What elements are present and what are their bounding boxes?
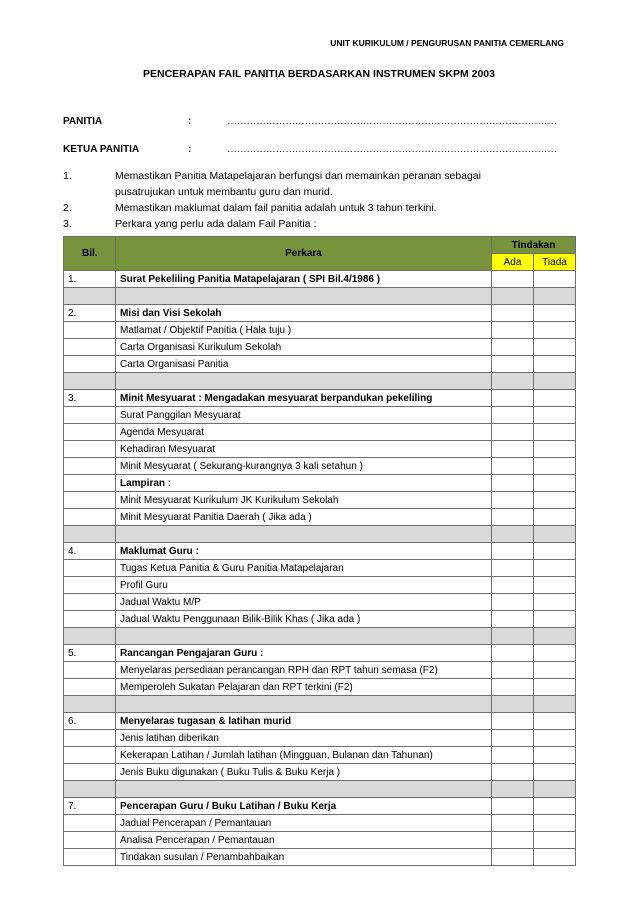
section-title-row (64, 798, 576, 815)
perkara-cell: Kehadiran Mesyuarat (116, 441, 492, 458)
perkara-cell: Surat Pekeliling Panitia Matapelajaran ( SPI Bil.4/1986 ) (116, 271, 492, 288)
table-header-row (64, 237, 576, 254)
section-subtitle-row (64, 475, 576, 492)
ada-checkbox-cell (492, 526, 534, 543)
ada-checkbox-cell[interactable] (492, 849, 534, 866)
section-spacer-row (64, 526, 576, 543)
ada-checkbox-cell[interactable] (492, 832, 534, 849)
note-number: 2. (63, 202, 72, 214)
tiada-checkbox-cell[interactable] (534, 747, 576, 764)
bil-cell (64, 288, 116, 305)
tiada-checkbox-cell[interactable] (534, 339, 576, 356)
ada-checkbox-cell[interactable] (492, 662, 534, 679)
bil-cell (64, 815, 116, 832)
tiada-checkbox-cell[interactable] (534, 577, 576, 594)
tiada-checkbox-cell[interactable] (534, 764, 576, 781)
tiada-checkbox-cell[interactable] (534, 356, 576, 373)
perkara-cell: Tugas Ketua Panitia & Guru Panitia Matapelajaran (116, 560, 492, 577)
tiada-checkbox-cell (534, 781, 576, 798)
ada-checkbox-cell[interactable] (492, 509, 534, 526)
perkara-cell: Lampiran : (116, 475, 492, 492)
perkara-cell: Menyelaras tugasan & latihan murid (116, 713, 492, 730)
perkara-cell (116, 696, 492, 713)
section-spacer-row (64, 288, 576, 305)
tiada-checkbox-cell[interactable] (534, 679, 576, 696)
ada-checkbox-cell[interactable] (492, 424, 534, 441)
tiada-checkbox-cell[interactable] (534, 815, 576, 832)
bil-cell (64, 849, 116, 866)
bil-cell (64, 492, 116, 509)
bil-cell (64, 356, 116, 373)
section-title-row (64, 645, 576, 662)
perkara-cell: Jenis latihan diberikan (116, 730, 492, 747)
table-row (64, 662, 576, 679)
table-row (64, 679, 576, 696)
section-spacer-row (64, 696, 576, 713)
bil-cell (64, 747, 116, 764)
tiada-checkbox-cell (534, 373, 576, 390)
section-spacer-row (64, 628, 576, 645)
table-row (64, 560, 576, 577)
ada-checkbox-cell[interactable] (492, 271, 534, 288)
ada-checkbox-cell[interactable] (492, 679, 534, 696)
table-row (64, 339, 576, 356)
perkara-cell (116, 373, 492, 390)
note-text-continued: pusatrujukan untuk membantu guru dan murid. (115, 186, 333, 198)
table-row (64, 424, 576, 441)
tiada-checkbox-cell[interactable] (534, 458, 576, 475)
table-row (64, 849, 576, 866)
bil-cell (64, 594, 116, 611)
ada-checkbox-cell[interactable] (492, 390, 534, 407)
bil-cell (64, 458, 116, 475)
perkara-cell (116, 781, 492, 798)
tiada-checkbox-cell (534, 526, 576, 543)
ada-checkbox-cell[interactable] (492, 764, 534, 781)
section-title-row (64, 390, 576, 407)
perkara-cell: Memperoleh Sukatan Pelajaran dan RPT terkini (F2) (116, 679, 492, 696)
perkara-cell: Jenis Buku digunakan ( Buku Tulis & Buku Kerja ) (116, 764, 492, 781)
note-text: Memastikan maklumat dalam fail panitia adalah untuk 3 tahun terkini. (115, 202, 437, 214)
ada-checkbox-cell[interactable] (492, 322, 534, 339)
bil-cell: 7. (64, 798, 116, 815)
note-item (63, 216, 563, 232)
table-row (64, 407, 576, 424)
tiada-checkbox-cell[interactable] (534, 832, 576, 849)
bil-cell (64, 373, 116, 390)
perkara-cell: Misi dan Visi Sekolah (116, 305, 492, 322)
table-row (64, 611, 576, 628)
table-row (64, 730, 576, 747)
perkara-cell: Rancangan Pengajaran Guru : (116, 645, 492, 662)
tiada-checkbox-cell[interactable] (534, 849, 576, 866)
ada-checkbox-cell[interactable] (492, 645, 534, 662)
column-header-bil: Bil. (64, 237, 116, 271)
tiada-checkbox-cell (534, 288, 576, 305)
ada-checkbox-cell[interactable] (492, 815, 534, 832)
ketua-panitia-label: KETUA PANITIA (63, 144, 140, 155)
table-row (64, 832, 576, 849)
table-row (64, 594, 576, 611)
perkara-cell: Maklumat Guru : (116, 543, 492, 560)
tiada-checkbox-cell[interactable] (534, 662, 576, 679)
bil-cell (64, 781, 116, 798)
bil-cell (64, 509, 116, 526)
table-row (64, 356, 576, 373)
section-spacer-row (64, 781, 576, 798)
bil-cell: 1. (64, 271, 116, 288)
perkara-cell (116, 526, 492, 543)
bil-cell: 6. (64, 713, 116, 730)
section-spacer-row (64, 373, 576, 390)
tiada-checkbox-cell[interactable] (534, 509, 576, 526)
tiada-checkbox-cell[interactable] (534, 441, 576, 458)
ada-checkbox-cell[interactable] (492, 441, 534, 458)
ada-checkbox-cell[interactable] (492, 543, 534, 560)
perkara-cell: Profil Guru (116, 577, 492, 594)
bil-cell: 3. (64, 390, 116, 407)
table-row (64, 458, 576, 475)
ada-checkbox-cell[interactable] (492, 611, 534, 628)
perkara-cell: Jadual Pencerapan / Pemantauan (116, 815, 492, 832)
tiada-checkbox-cell[interactable] (534, 543, 576, 560)
ada-checkbox-cell (492, 781, 534, 798)
perkara-cell: Minit Mesyuarat Panitia Daerah ( Jika ada ) (116, 509, 492, 526)
perkara-cell: Minit Mesyuarat ( Sekurang-kurangnya 3 kali setahun ) (116, 458, 492, 475)
panitia-colon: : (188, 116, 192, 127)
ada-checkbox-cell (492, 696, 534, 713)
ada-checkbox-cell[interactable] (492, 747, 534, 764)
ada-checkbox-cell[interactable] (492, 305, 534, 322)
note-number: 3. (63, 218, 72, 230)
ada-checkbox-cell[interactable] (492, 560, 534, 577)
bil-cell: 2. (64, 305, 116, 322)
ada-checkbox-cell[interactable] (492, 492, 534, 509)
table-row (64, 441, 576, 458)
bil-cell (64, 696, 116, 713)
bil-cell (64, 832, 116, 849)
bil-cell (64, 662, 116, 679)
ketua-panitia-colon: : (188, 144, 192, 155)
table-row (64, 492, 576, 509)
perkara-cell: Tindakan susulan / Penambahbaikan (116, 849, 492, 866)
tiada-checkbox-cell[interactable] (534, 560, 576, 577)
bil-cell (64, 424, 116, 441)
tiada-checkbox-cell[interactable] (534, 645, 576, 662)
checklist-table (63, 236, 576, 866)
tiada-checkbox-cell[interactable] (534, 611, 576, 628)
note-item (63, 168, 563, 200)
tiada-checkbox-cell[interactable] (534, 798, 576, 815)
ada-checkbox-cell[interactable] (492, 339, 534, 356)
ada-checkbox-cell[interactable] (492, 356, 534, 373)
page-title: PENCERAPAN FAIL PANITIA BERDASARKAN INSTRUMEN SKPM 2003 (143, 68, 495, 80)
perkara-cell: Jadual Waktu M/P (116, 594, 492, 611)
ada-checkbox-cell[interactable] (492, 730, 534, 747)
section-title-row (64, 543, 576, 560)
panitia-label: PANITIA (63, 116, 103, 127)
perkara-cell: Analisa Pencerapan / Pemantauan (116, 832, 492, 849)
bil-cell (64, 611, 116, 628)
tiada-checkbox-cell[interactable] (534, 271, 576, 288)
perkara-cell: Surat Panggilan Mesyuarat (116, 407, 492, 424)
perkara-cell: Menyelaras persediaan perancangan RPH dan RPT tahun semasa (F2) (116, 662, 492, 679)
table-row (64, 747, 576, 764)
perkara-cell: Kekerapan Latihan / Jumlah latihan (Mingguan, Bulanan dan Tahunan) (116, 747, 492, 764)
ada-checkbox-cell[interactable] (492, 475, 534, 492)
bil-cell (64, 526, 116, 543)
column-header-ada: Ada (492, 254, 534, 271)
table-row (64, 577, 576, 594)
table-body (64, 271, 576, 866)
table-row (64, 509, 576, 526)
note-number: 1. (63, 170, 72, 182)
ada-checkbox-cell[interactable] (492, 713, 534, 730)
column-header-perkara: Perkara (116, 237, 492, 271)
bil-cell (64, 577, 116, 594)
note-text: Memastikan Panitia Matapelajaran berfungsi dan memainkan peranan sebagai (115, 170, 481, 182)
note-text: Perkara yang perlu ada dalam Fail Panitia : (115, 218, 317, 230)
perkara-cell: Pencerapan Guru / Buku Latihan / Buku Kerja (116, 798, 492, 815)
tiada-checkbox-cell[interactable] (534, 475, 576, 492)
ada-checkbox-cell (492, 373, 534, 390)
ada-checkbox-cell (492, 288, 534, 305)
ada-checkbox-cell[interactable] (492, 577, 534, 594)
tiada-checkbox-cell[interactable] (534, 424, 576, 441)
ada-checkbox-cell[interactable] (492, 594, 534, 611)
bil-cell (64, 407, 116, 424)
tiada-checkbox-cell[interactable] (534, 492, 576, 509)
unit-header: UNIT KURIKULUM / PENGURUSAN PANITIA CEMERLANG (330, 38, 564, 48)
bil-cell (64, 628, 116, 645)
bil-cell (64, 560, 116, 577)
tiada-checkbox-cell[interactable] (534, 713, 576, 730)
perkara-cell: Carta Organisasi Kurikulum Sekolah (116, 339, 492, 356)
table-row (64, 322, 576, 339)
bil-cell (64, 679, 116, 696)
table-row (64, 815, 576, 832)
column-header-tiada: Tiada (534, 254, 576, 271)
note-item (63, 200, 563, 216)
bil-cell (64, 441, 116, 458)
notes-list (63, 168, 563, 232)
perkara-cell: Minit Mesyuarat Kurikulum JK Kurikulum Sekolah (116, 492, 492, 509)
section-title-row (64, 305, 576, 322)
perkara-cell: Jadual Waktu Penggunaan Bilik-Bilik Khas ( Jika ada ) (116, 611, 492, 628)
bil-cell: 4. (64, 543, 116, 560)
bil-cell: 5. (64, 645, 116, 662)
perkara-cell: Minit Mesyuarat : Mengadakan mesyuarat berpandukan pekeliling (116, 390, 492, 407)
bil-cell (64, 339, 116, 356)
tiada-checkbox-cell[interactable] (534, 730, 576, 747)
bil-cell (64, 730, 116, 747)
tiada-checkbox-cell[interactable] (534, 407, 576, 424)
perkara-cell (116, 288, 492, 305)
tiada-checkbox-cell (534, 696, 576, 713)
perkara-cell: Agenda Mesyuarat (116, 424, 492, 441)
tiada-checkbox-cell[interactable] (534, 305, 576, 322)
tiada-checkbox-cell[interactable] (534, 322, 576, 339)
section-title-row (64, 271, 576, 288)
ada-checkbox-cell[interactable] (492, 458, 534, 475)
ketua-panitia-fill-line: ………………………………………………………………………………………… (227, 144, 557, 155)
ada-checkbox-cell[interactable] (492, 407, 534, 424)
perkara-cell: Matlamat / Objektif Panitia ( Hala tuju ) (116, 322, 492, 339)
table-row (64, 764, 576, 781)
perkara-cell (116, 628, 492, 645)
panitia-fill-line: ………………………………………………………………………………………… (227, 116, 557, 127)
bil-cell (64, 322, 116, 339)
perkara-cell: Carta Organisasi Panitia (116, 356, 492, 373)
tiada-checkbox-cell[interactable] (534, 390, 576, 407)
tiada-checkbox-cell[interactable] (534, 594, 576, 611)
ada-checkbox-cell[interactable] (492, 798, 534, 815)
bil-cell (64, 764, 116, 781)
column-header-tindakan: Tindakan (492, 237, 576, 254)
bil-cell (64, 475, 116, 492)
section-title-row (64, 713, 576, 730)
tiada-checkbox-cell (534, 628, 576, 645)
ada-checkbox-cell (492, 628, 534, 645)
